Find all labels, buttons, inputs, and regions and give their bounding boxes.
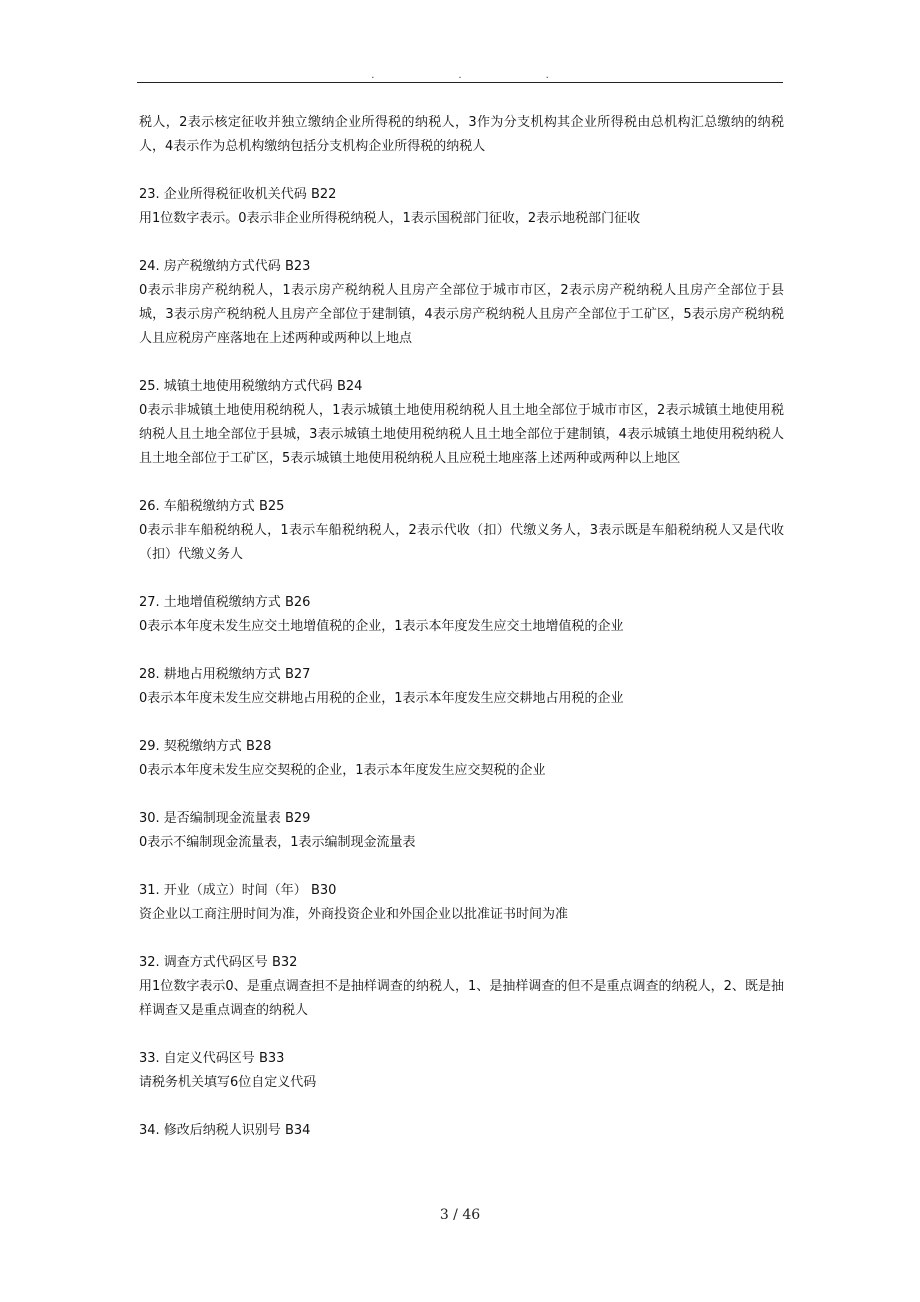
- item-title: 33. 自定义代码区号 B33: [139, 1051, 285, 1066]
- item-description: 0表示非房产税纳税人，1表示房产税纳税人且房产全部位于城市市区，2表示房产税纳税人且房产全部位于县城，3表示房产税纳税人且房产全部位于建制镇，4表示房产税纳税人且房产全部位于工矿区，5表示房产税纳税人且应税房产座落地在上述两种或两种以上地点: [139, 283, 784, 346]
- item-title: 26. 车船税缴纳方式 B25: [139, 499, 285, 514]
- list-item: [139, 1047, 784, 1095]
- item-description: 资企业以工商注册时间为准，外商投资企业和外国企业以批准证书时间为准: [139, 907, 569, 922]
- list-item: [139, 879, 784, 927]
- item-title: 30. 是否编制现金流量表 B29: [139, 811, 311, 826]
- item-title: 32. 调查方式代码区号 B32: [139, 955, 298, 970]
- document-body: [139, 111, 784, 1143]
- page-header-dots: [0, 70, 920, 81]
- list-item: [139, 1119, 784, 1143]
- item-title: 27. 土地增值税缴纳方式 B26: [139, 595, 311, 610]
- item-title: 24. 房产税缴纳方式代码 B23: [139, 259, 311, 274]
- item-description: 请税务机关填写6位自定义代码: [139, 1075, 317, 1090]
- item-description: 0表示本年度未发生应交土地增值税的企业，1表示本年度发生应交土地增值税的企业: [139, 619, 624, 634]
- list-item: [139, 951, 784, 1023]
- item-title: 28. 耕地占用税缴纳方式 B27: [139, 667, 311, 682]
- item-title: 31. 开业（成立）时间（年） B30: [139, 883, 337, 898]
- header-dot: .: [371, 70, 375, 81]
- item-description: 0表示本年度未发生应交耕地占用税的企业，1表示本年度发生应交耕地占用税的企业: [139, 691, 624, 706]
- item-description: 0表示非城镇土地使用税纳税人，1表示城镇土地使用税纳税人且土地全部位于城市市区，2表示城镇土地使用税纳税人且土地全部位于县城，3表示城镇土地使用税纳税人且土地全部位于建制镇，4表示城镇土地使用税纳税人且土地全部位于工矿区，5表示城镇土地使用税纳税人且应税土地座落上述两种或两种以上地区: [139, 403, 784, 466]
- item-description: 用1位数字表示。0表示非企业所得税纳税人，1表示国税部门征收，2表示地税部门征收: [139, 211, 641, 226]
- item-description: 用1位数字表示0、是重点调查担不是抽样调查的纳税人，1、是抽样调查的但不是重点调查的纳税人，2、既是抽样调查又是重点调查的纳税人: [139, 979, 784, 1018]
- intro-paragraph: 税人，2表示核定征收并独立缴纳企业所得税的纳税人，3作为分支机构其企业所得税由总机构汇总缴纳的纳税人，4表示作为总机构缴纳包括分支机构企业所得税的纳税人: [139, 115, 784, 154]
- list-item: [139, 495, 784, 567]
- list-item: [139, 591, 784, 639]
- list-item: [139, 375, 784, 471]
- header-dot: .: [458, 70, 462, 81]
- list-item: [139, 255, 784, 351]
- list-item: [139, 735, 784, 783]
- item-title: 25. 城镇土地使用税缴纳方式代码 B24: [139, 379, 363, 394]
- list-item: [139, 183, 784, 231]
- header-rule: [137, 82, 783, 83]
- item-title: 23. 企业所得税征收机关代码 B22: [139, 187, 337, 202]
- item-title: 29. 契税缴纳方式 B28: [139, 739, 272, 754]
- item-description: 0表示本年度未发生应交契税的企业，1表示本年度发生应交契税的企业: [139, 763, 546, 778]
- list-item: [139, 663, 784, 711]
- item-title: 34. 修改后纳税人识别号 B34: [139, 1123, 311, 1138]
- page-number: 3 / 46: [439, 1207, 481, 1223]
- list-item: [139, 807, 784, 855]
- item-description: 0表示非车船税纳税人，1表示车船税纳税人，2表示代收（扣）代缴义务人，3表示既是车船税纳税人又是代收（扣）代缴义务人: [139, 523, 784, 562]
- item-description: 0表示不编制现金流量表，1表示编制现金流量表: [139, 835, 416, 850]
- header-dot: .: [545, 70, 549, 81]
